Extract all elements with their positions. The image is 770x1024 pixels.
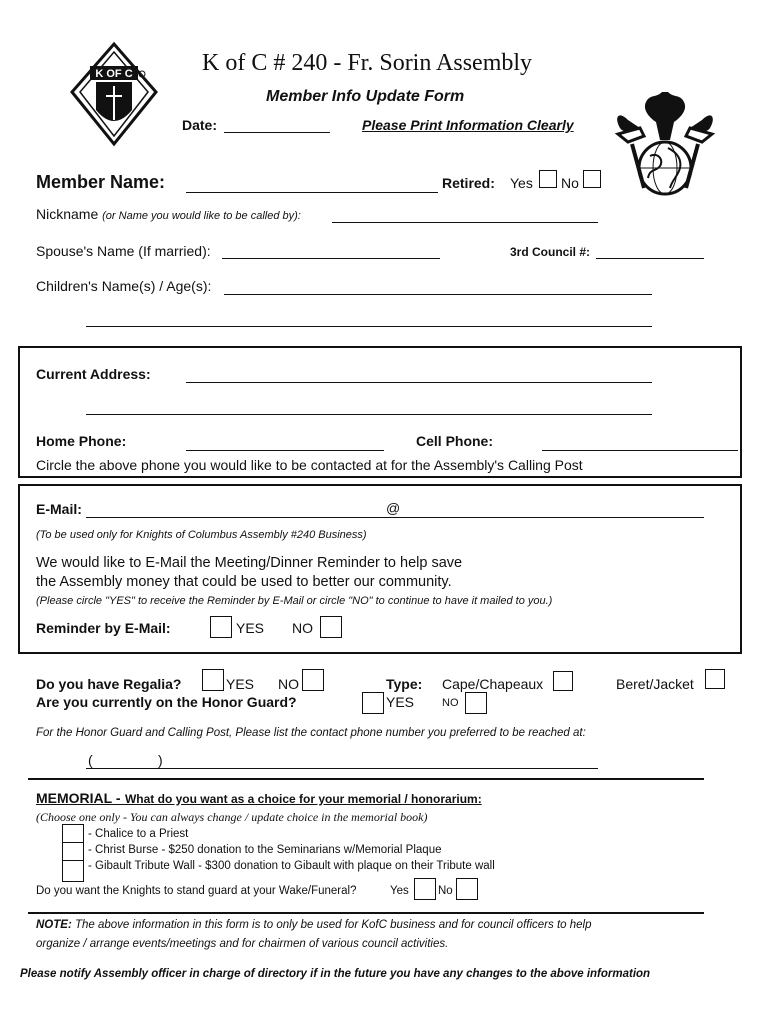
- guard-yes-label: Yes: [390, 885, 409, 897]
- reminder-yes-checkbox[interactable]: [210, 616, 232, 638]
- current-address-label: Current Address:: [36, 366, 151, 382]
- type-label: Type:: [386, 676, 423, 692]
- memorial-option-2: - Christ Burse - $250 donation to the Seminarians w/Memorial Plaque: [88, 844, 442, 856]
- honor-guard-question: Are you currently on the Honor Guard?: [36, 694, 297, 710]
- email-para-line2: the Assembly money that could be used to better our community.: [36, 574, 452, 590]
- council-field[interactable]: [596, 258, 704, 259]
- email-at-sign: @: [386, 500, 401, 516]
- children-field-2[interactable]: [86, 326, 652, 327]
- reminder-label: Reminder by E-Mail:: [36, 620, 171, 636]
- spouse-field[interactable]: [222, 258, 440, 259]
- address-field-1[interactable]: [186, 382, 652, 383]
- contact-phone-field[interactable]: [86, 768, 598, 769]
- email-para-line1: We would like to E-Mail the Meeting/Dinner Reminder to help save: [36, 555, 463, 571]
- memorial-heading: [36, 790, 482, 808]
- nickname-label: [36, 206, 301, 222]
- page-title: K of C # 240 - Fr. Sorin Assembly: [202, 50, 533, 76]
- home-phone-label: Home Phone:: [36, 433, 127, 449]
- reminder-yes-label: YES: [236, 620, 265, 636]
- nickname-label-text: Nickname: [36, 206, 99, 222]
- email-usage-note: (To be used only for Knights of Columbus Assembly #240 Business): [36, 529, 367, 541]
- regalia-yes-label: YES: [226, 676, 255, 692]
- cape-label: Cape/Chapeaux: [442, 676, 544, 692]
- retired-no-checkbox[interactable]: [583, 170, 601, 188]
- council-label: 3rd Council #:: [510, 245, 591, 259]
- kofc-emblem: [68, 40, 160, 150]
- beret-label: Beret/Jacket: [616, 676, 694, 692]
- regalia-question: Do you have Regalia?: [36, 676, 182, 692]
- children-label: Children's Name(s) / Age(s):: [36, 278, 212, 294]
- honor-yes-checkbox[interactable]: [362, 692, 384, 714]
- print-note: Please Print Information Clearly: [362, 117, 574, 133]
- memorial-divider: [28, 778, 704, 780]
- guard-no-label: No: [438, 885, 453, 897]
- date-field[interactable]: [224, 132, 330, 133]
- address-field-2[interactable]: [86, 414, 652, 415]
- regalia-no-label: NO: [278, 676, 299, 692]
- member-name-field[interactable]: [186, 192, 438, 193]
- contact-phone-open-paren: (: [88, 752, 93, 768]
- footer-notify: Please notify Assembly officer in charge of directory if in the future you have any changes to the above information: [20, 968, 651, 980]
- cell-phone-field[interactable]: [542, 450, 738, 451]
- emblem-letters: K OF C: [95, 68, 133, 80]
- children-field-1[interactable]: [224, 294, 652, 295]
- memorial-title: MEMORIAL -: [36, 790, 121, 806]
- footer-note: [36, 919, 591, 931]
- retired-no-label: No: [561, 175, 579, 191]
- guard-question: Do you want the Knights to stand guard at your Wake/Funeral?: [36, 885, 357, 897]
- contact-phone-note: For the Honor Guard and Calling Post, Please list the contact phone number you preferred to be reached at:: [36, 727, 586, 739]
- footer-divider: [28, 912, 704, 914]
- home-phone-field[interactable]: [186, 450, 384, 451]
- date-label: Date:: [182, 117, 218, 133]
- memorial-option-3: - Gibault Tribute Wall - $300 donation to Gibault with plaque on their Tribute wall: [88, 860, 495, 872]
- beret-checkbox[interactable]: [705, 669, 725, 689]
- retired-yes-label: Yes: [510, 175, 533, 191]
- memorial-option-3-checkbox[interactable]: [62, 860, 84, 882]
- contact-phone-close-paren: ): [158, 752, 163, 768]
- email-circle-note: (Please circle "YES" to receive the Reminder by E-Mail or circle "NO" to continue to have it mailed to you.): [36, 595, 553, 607]
- retired-yes-checkbox[interactable]: [539, 170, 557, 188]
- nickname-hint: (or Name you would like to be called by):: [102, 210, 301, 222]
- email-field[interactable]: [86, 517, 704, 518]
- phone-circle-note: Circle the above phone you would like to be contacted at for the Assembly's Calling Post: [36, 457, 583, 473]
- dove-globe-emblem: [610, 88, 720, 200]
- reminder-no-label: NO: [292, 620, 313, 636]
- cell-phone-label: Cell Phone:: [416, 433, 494, 449]
- honor-no-checkbox[interactable]: [465, 692, 487, 714]
- guard-yes-checkbox[interactable]: [414, 878, 436, 900]
- footer-note-line2: organize / arrange events/meetings and for chairmen of various council activities.: [36, 938, 449, 950]
- nickname-field[interactable]: [332, 222, 598, 223]
- honor-yes-label: YES: [386, 694, 415, 710]
- honor-no-label: NO: [442, 697, 459, 709]
- guard-no-checkbox[interactable]: [456, 878, 478, 900]
- memorial-choose-note: (Choose one only - You can always change / update choice in the memorial book): [36, 810, 428, 824]
- memorial-option-1-checkbox[interactable]: [62, 824, 84, 844]
- member-name-label: Member Name:: [36, 172, 166, 192]
- regalia-yes-checkbox[interactable]: [202, 669, 224, 691]
- cape-checkbox[interactable]: [553, 671, 573, 691]
- memorial-option-1: - Chalice to a Priest: [88, 828, 189, 840]
- footer-note-label: NOTE:: [36, 919, 72, 931]
- reminder-no-checkbox[interactable]: [320, 616, 342, 638]
- email-label: E-Mail:: [36, 501, 82, 517]
- memorial-title-rest: What do you want as a choice for your memorial / honorarium:: [124, 792, 482, 806]
- memorial-option-2-checkbox[interactable]: [62, 842, 84, 862]
- footer-note-line1: The above information in this form is to only be used for KofC business and for council officers to help: [74, 919, 592, 931]
- regalia-no-checkbox[interactable]: [302, 669, 324, 691]
- spouse-label: Spouse's Name (If married):: [36, 243, 211, 259]
- retired-label: Retired:: [442, 175, 495, 191]
- form-subtitle: Member Info Update Form: [266, 88, 465, 105]
